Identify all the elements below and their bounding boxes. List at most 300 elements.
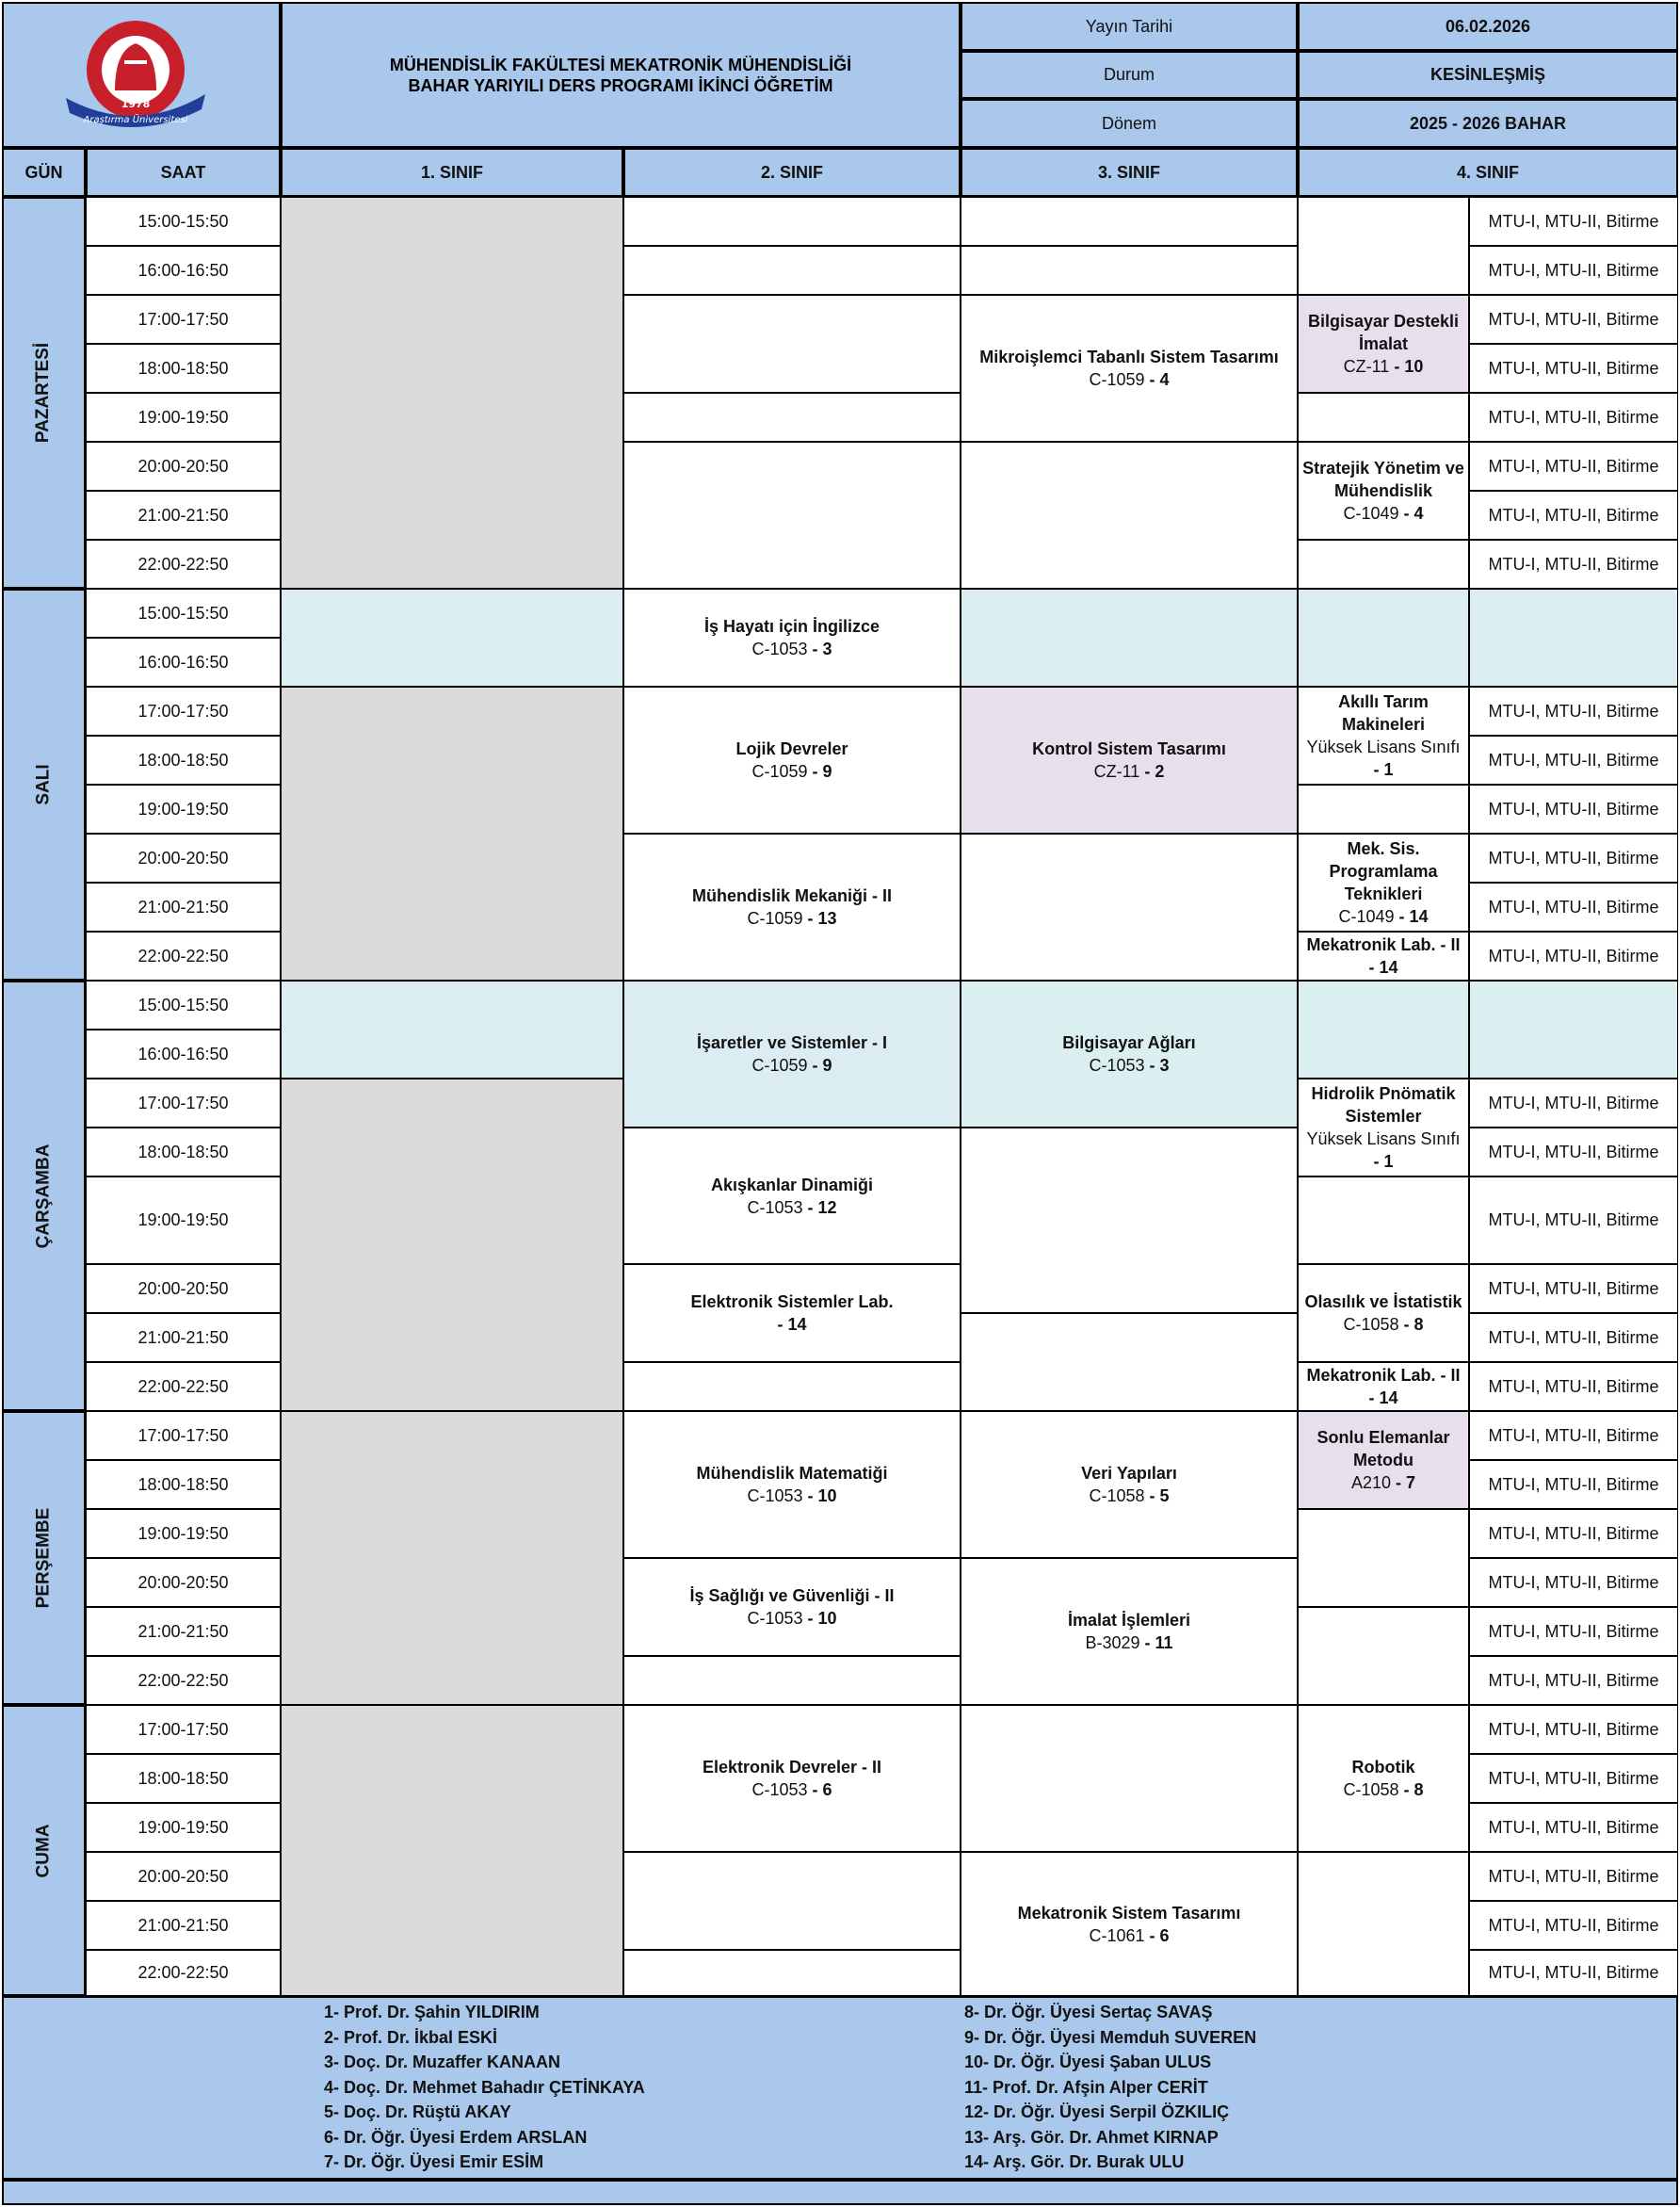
course-name: Akıllı Tarım Makineleri <box>1338 692 1429 734</box>
meta-value-text: 2025 - 2026 BAHAR <box>1409 113 1567 133</box>
meta-value-text: KESİNLEŞMİŞ <box>1430 65 1546 84</box>
separator: - <box>1398 1315 1414 1334</box>
column-header-label: 3. SINIF <box>1097 162 1160 182</box>
mtu-slot-text: MTU-I, MTU-II, Bitirme <box>1488 1963 1659 1982</box>
course-room-code <box>1343 1778 1423 1801</box>
course-instructor-code: 9 <box>822 762 832 781</box>
empty-slot <box>961 1128 1298 1313</box>
mtu-slot <box>1469 1079 1678 1128</box>
course-instructor-code: 10 <box>1404 357 1424 376</box>
separator: - <box>807 1056 823 1075</box>
course-name: Akışkanlar Dinamiği <box>710 1175 874 1194</box>
course-room-code <box>747 1485 836 1507</box>
course-room-code <box>1368 956 1397 979</box>
course-room: CZ-11 <box>1343 357 1390 376</box>
mtu-slot <box>1469 932 1678 981</box>
column-header-label: 4. SINIF <box>1456 162 1519 182</box>
column-header <box>2 148 86 197</box>
day-separator <box>2 1410 1678 1412</box>
legend-item: 10- Dr. Öğr. Üyesi Şaban ULUS <box>964 2053 1212 2071</box>
course-room: Yüksek Lisans Sınıfı <box>1306 738 1461 756</box>
course-name: Mek. Sis. Programlama Teknikleri <box>1329 839 1438 903</box>
mtu-slot <box>1469 883 1678 932</box>
course-room-code <box>1343 1313 1423 1336</box>
time-slot-text: 19:00-19:50 <box>137 1210 229 1229</box>
time-slot <box>86 540 281 589</box>
course-instructor-code: 1 <box>1383 760 1394 779</box>
empty-slot <box>281 197 623 589</box>
course-block <box>961 981 1298 1128</box>
day-label-text: SALI <box>33 764 54 805</box>
time-slot <box>86 1656 281 1705</box>
separator: - <box>1373 1152 1384 1171</box>
time-slot-text: 20:00-20:50 <box>137 456 229 476</box>
course-instructor-code: 3 <box>822 640 832 658</box>
time-slot-text: 21:00-21:50 <box>137 1327 229 1347</box>
time-slot-text: 15:00-15:50 <box>137 211 229 231</box>
course-name: Mekatronik Lab. - II <box>1306 1366 1461 1385</box>
empty-slot <box>281 981 623 1079</box>
course-room: C-1053 <box>747 1197 803 1217</box>
time-slot-text: 17:00-17:50 <box>137 1425 229 1445</box>
course-room-code <box>1089 1485 1169 1507</box>
mtu-slot-text: MTU-I, MTU-II, Bitirme <box>1488 750 1659 770</box>
course-room: C-1058 <box>1343 1780 1399 1799</box>
mtu-slot <box>1469 393 1678 442</box>
course-room: C-1058 <box>1343 1315 1399 1334</box>
empty-slot <box>281 687 623 981</box>
course-room-code <box>1351 1471 1415 1494</box>
mtu-slot-text: MTU-I, MTU-II, Bitirme <box>1488 1278 1659 1298</box>
time-slot <box>86 1558 281 1607</box>
empty-slot <box>281 1705 623 1996</box>
time-slot-text: 20:00-20:50 <box>137 848 229 868</box>
separator: - <box>1144 1925 1160 1945</box>
empty-slot <box>623 1656 961 1705</box>
title-line-2: BAHAR YARIYILI DERS PROGRAMI İKİNCİ ÖĞRETİM <box>408 75 833 95</box>
course-room: C-1059 <box>1089 370 1145 389</box>
day-label <box>2 981 86 1411</box>
course-room: C-1058 <box>1089 1486 1145 1505</box>
empty-slot <box>961 834 1298 981</box>
separator: - <box>807 640 823 658</box>
legend-item: 13- Arş. Gör. Dr. Ahmet KIRNAP <box>964 2127 1219 2147</box>
column-header-label: 1. SINIF <box>420 162 483 182</box>
time-slot <box>86 1754 281 1803</box>
time-slot <box>86 883 281 932</box>
separator: - <box>802 1609 818 1628</box>
mtu-slot <box>1469 1313 1678 1362</box>
empty-slot <box>961 1705 1298 1852</box>
empty-slot <box>1469 589 1678 687</box>
day-separator <box>2 980 1678 982</box>
course-instructor-code: 8 <box>1413 1315 1424 1334</box>
course-room-code <box>751 638 832 660</box>
course-room: C-1059 <box>751 1056 808 1075</box>
time-slot <box>86 1852 281 1901</box>
course-block <box>623 1128 961 1264</box>
mtu-slot-text: MTU-I, MTU-II, Bitirme <box>1488 1142 1659 1161</box>
mtu-slot-text: MTU-I, MTU-II, Bitirme <box>1488 1670 1659 1690</box>
course-instructor-code: 9 <box>822 1056 832 1075</box>
mtu-slot-text: MTU-I, MTU-II, Bitirme <box>1488 1866 1659 1886</box>
empty-slot <box>961 589 1298 687</box>
empty-slot <box>961 197 1298 246</box>
mtu-slot <box>1469 295 1678 344</box>
course-block <box>1298 932 1469 981</box>
course-room: B-3029 <box>1085 1633 1140 1652</box>
empty-slot <box>961 246 1298 295</box>
separator: - <box>1394 907 1410 926</box>
course-room-code <box>1089 368 1169 391</box>
separator: - <box>1144 1056 1160 1075</box>
course-room: C-1053 <box>1089 1056 1145 1075</box>
mtu-slot-text: MTU-I, MTU-II, Bitirme <box>1488 701 1659 721</box>
course-name: Lojik Devreler <box>735 739 848 758</box>
empty-slot <box>623 246 961 295</box>
empty-slot <box>1298 589 1469 687</box>
time-slot <box>86 1030 281 1079</box>
mtu-slot-text: MTU-I, MTU-II, Bitirme <box>1488 1523 1659 1543</box>
course-block <box>1298 834 1469 932</box>
course-instructor-code: 14 <box>1409 907 1429 926</box>
course-room: C-1059 <box>751 762 808 781</box>
time-slot-text: 21:00-21:50 <box>137 1915 229 1935</box>
time-slot-text: 22:00-22:50 <box>137 1670 229 1690</box>
course-name: Hidrolik Pnömatik Sistemler <box>1311 1084 1456 1126</box>
empty-slot <box>281 589 623 687</box>
course-room-code <box>1089 1054 1169 1077</box>
time-slot-text: 18:00-18:50 <box>137 1474 229 1494</box>
footer-strip <box>2 2180 1678 2205</box>
course-room: C-1053 <box>747 1486 803 1505</box>
time-slot <box>86 736 281 785</box>
mtu-slot-text: MTU-I, MTU-II, Bitirme <box>1488 1474 1659 1494</box>
course-instructor-code: 2 <box>1155 762 1165 781</box>
legend-item: 2- Prof. Dr. İkbal ESKİ <box>324 2027 498 2047</box>
empty-slot <box>1298 1852 1469 1996</box>
course-block <box>623 687 961 834</box>
mtu-slot <box>1469 1177 1678 1264</box>
mtu-slot-text: MTU-I, MTU-II, Bitirme <box>1488 1719 1659 1739</box>
course-room-code <box>1343 502 1423 525</box>
course-room-code <box>747 1196 836 1219</box>
course-block <box>1298 1362 1469 1411</box>
meta-value <box>1298 99 1678 148</box>
course-block <box>1298 442 1469 540</box>
course-name: Mekatronik Lab. - II <box>1306 935 1461 954</box>
course-room-code <box>1302 1128 1464 1173</box>
empty-slot <box>1298 981 1469 1079</box>
mtu-slot <box>1469 1754 1678 1803</box>
mtu-slot-text: MTU-I, MTU-II, Bitirme <box>1488 1768 1659 1788</box>
mtu-slot <box>1469 1852 1678 1901</box>
course-instructor-code: 14 <box>1379 1388 1398 1407</box>
course-instructor-code: 6 <box>822 1780 832 1799</box>
mtu-slot-text: MTU-I, MTU-II, Bitirme <box>1488 1915 1659 1935</box>
course-block <box>623 1705 961 1852</box>
course-room-code <box>751 760 832 783</box>
mtu-slot <box>1469 1264 1678 1313</box>
mtu-slot <box>1469 736 1678 785</box>
svg-text:1978: 1978 <box>121 98 151 110</box>
mtu-slot <box>1469 540 1678 589</box>
time-slot <box>86 981 281 1030</box>
empty-slot <box>1298 540 1469 589</box>
time-slot <box>86 834 281 883</box>
time-slot <box>86 1607 281 1656</box>
empty-slot <box>623 295 961 393</box>
column-header <box>623 148 961 197</box>
mtu-slot-text: MTU-I, MTU-II, Bitirme <box>1488 1327 1659 1347</box>
time-slot-text: 17:00-17:50 <box>137 701 229 721</box>
course-block <box>961 295 1298 442</box>
course-room-code <box>1085 1631 1172 1654</box>
time-slot <box>86 1950 281 1996</box>
course-block <box>961 687 1298 834</box>
mtu-slot <box>1469 1901 1678 1950</box>
empty-slot <box>1298 197 1469 295</box>
course-room-code <box>1302 736 1464 781</box>
time-slot-text: 18:00-18:50 <box>137 358 229 378</box>
time-slot <box>86 344 281 393</box>
mtu-slot <box>1469 1803 1678 1852</box>
time-slot-text: 18:00-18:50 <box>137 1768 229 1788</box>
day-label <box>2 197 86 589</box>
day-label <box>2 1705 86 1996</box>
empty-slot <box>1298 1177 1469 1264</box>
legend-item: 8- Dr. Öğr. Üyesi Sertaç SAVAŞ <box>964 2003 1213 2021</box>
time-slot <box>86 491 281 540</box>
meta-label <box>961 99 1298 148</box>
mtu-slot-text: MTU-I, MTU-II, Bitirme <box>1488 554 1659 574</box>
time-slot-text: 18:00-18:50 <box>137 750 229 770</box>
separator: - <box>802 1197 818 1217</box>
column-header-label: SAAT <box>160 162 206 182</box>
legend-item: 9- Dr. Öğr. Üyesi Memduh SUVEREN <box>964 2027 1257 2047</box>
course-room-code <box>1344 355 1424 378</box>
separator: - <box>777 1315 788 1334</box>
time-slot <box>86 1803 281 1852</box>
mtu-slot <box>1469 246 1678 295</box>
course-name: Kontrol Sistem Tasarımı <box>1032 739 1226 758</box>
course-name: Mühendislik Mekaniği - II <box>691 886 893 905</box>
mtu-slot-text: MTU-I, MTU-II, Bitirme <box>1488 1093 1659 1112</box>
time-slot <box>86 638 281 687</box>
mtu-slot <box>1469 1460 1678 1509</box>
course-block <box>623 1558 961 1656</box>
empty-slot <box>961 1313 1298 1411</box>
legend-item: 14- Arş. Gör. Dr. Burak ULU <box>964 2152 1185 2171</box>
column-header <box>86 148 281 197</box>
course-room-code <box>1338 905 1428 928</box>
time-slot <box>86 1079 281 1128</box>
course-block <box>961 1558 1298 1705</box>
course-name: Robotik <box>1351 1758 1415 1777</box>
mtu-slot <box>1469 442 1678 491</box>
title-line-1: MÜHENDİSLİK FAKÜLTESİ MEKATRONİK MÜHENDİSLİĞİ <box>389 55 852 74</box>
time-slot <box>86 295 281 344</box>
time-slot-text: 15:00-15:50 <box>137 995 229 1014</box>
mtu-slot-text: MTU-I, MTU-II, Bitirme <box>1488 946 1659 966</box>
time-slot-text: 19:00-19:50 <box>137 799 229 819</box>
time-slot-text: 20:00-20:50 <box>137 1278 229 1298</box>
mtu-slot-text: MTU-I, MTU-II, Bitirme <box>1488 1210 1659 1229</box>
mtu-slot-text: MTU-I, MTU-II, Bitirme <box>1488 1621 1659 1641</box>
course-name: İşaretler ve Sistemler - I <box>696 1033 888 1052</box>
course-name: Mekatronik Sistem Tasarımı <box>1017 1903 1241 1923</box>
course-name: İş Hayatı için İngilizce <box>703 617 880 636</box>
course-instructor-code: 4 <box>1413 504 1424 523</box>
time-slot <box>86 1705 281 1754</box>
legend-item: 5- Doç. Dr. Rüştü AKAY <box>324 2102 511 2121</box>
course-room: Yüksek Lisans Sınıfı <box>1306 1129 1461 1148</box>
course-name: Elektronik Devreler - II <box>702 1758 882 1777</box>
mtu-slot <box>1469 344 1678 393</box>
separator: - <box>802 1486 818 1505</box>
mtu-slot <box>1469 1558 1678 1607</box>
time-slot-text: 22:00-22:50 <box>137 946 229 966</box>
separator: - <box>802 909 818 928</box>
day-label-text: PAZARTESİ <box>33 342 54 444</box>
mtu-slot <box>1469 785 1678 834</box>
course-name: Mikroişlemci Tabanlı Sistem Tasarımı <box>979 348 1279 366</box>
course-block <box>1298 687 1469 785</box>
time-slot-text: 16:00-16:50 <box>137 652 229 672</box>
empty-slot <box>961 442 1298 589</box>
day-label <box>2 589 86 981</box>
time-slot-text: 19:00-19:50 <box>137 1523 229 1543</box>
time-slot-text: 21:00-21:50 <box>137 505 229 525</box>
empty-slot <box>1298 393 1469 442</box>
column-header-label: GÜN <box>24 162 63 182</box>
meta-value-text: 06.02.2026 <box>1445 16 1531 36</box>
course-block <box>1298 1079 1469 1177</box>
separator: - <box>1139 762 1155 781</box>
empty-slot <box>1298 785 1469 834</box>
legend-item: 6- Dr. Öğr. Üyesi Erdem ARSLAN <box>324 2127 588 2147</box>
course-name: Elektronik Sistemler Lab. <box>690 1292 894 1311</box>
separator: - <box>1389 357 1405 376</box>
course-instructor-code: 12 <box>817 1197 837 1217</box>
mtu-slot-text: MTU-I, MTU-II, Bitirme <box>1488 1572 1659 1592</box>
mtu-slot <box>1469 1607 1678 1656</box>
separator: - <box>807 762 823 781</box>
mtu-slot-text: MTU-I, MTU-II, Bitirme <box>1488 1425 1659 1445</box>
course-room: C-1053 <box>751 640 808 658</box>
course-instructor-code: 6 <box>1159 1925 1170 1945</box>
empty-slot <box>623 1950 961 1996</box>
time-slot-text: 20:00-20:50 <box>137 1866 229 1886</box>
course-instructor-code: 4 <box>1159 370 1170 389</box>
course-instructor-code: 10 <box>817 1486 837 1505</box>
time-slot <box>86 932 281 981</box>
course-block <box>1298 1264 1469 1362</box>
course-room-code <box>747 1607 836 1630</box>
separator: - <box>1144 1486 1160 1505</box>
mtu-slot <box>1469 1128 1678 1177</box>
time-slot <box>86 1460 281 1509</box>
time-slot <box>86 1128 281 1177</box>
column-header <box>281 148 623 197</box>
time-slot <box>86 1901 281 1950</box>
course-name: Bilgisayar Ağları <box>1062 1033 1196 1052</box>
time-slot-text: 16:00-16:50 <box>137 1044 229 1063</box>
column-header <box>961 148 1298 197</box>
mtu-slot-text: MTU-I, MTU-II, Bitirme <box>1488 309 1659 329</box>
empty-slot <box>281 1079 623 1411</box>
svg-text:Araştırma Üniversitesi: Araştırma Üniversitesi <box>83 115 188 125</box>
legend-item: 12- Dr. Öğr. Üyesi Serpil ÖZKILIÇ <box>964 2102 1230 2121</box>
mtu-slot <box>1469 834 1678 883</box>
separator: - <box>1373 760 1384 779</box>
course-block <box>623 981 961 1128</box>
time-slot <box>86 687 281 736</box>
time-slot-text: 21:00-21:50 <box>137 1621 229 1641</box>
course-room-code <box>777 1313 806 1336</box>
empty-slot <box>1298 1607 1469 1705</box>
time-slot <box>86 589 281 638</box>
empty-slot <box>623 1852 961 1950</box>
course-room-code <box>1094 760 1165 783</box>
course-instructor-code: 5 <box>1159 1486 1170 1505</box>
day-label-text: PERŞEMBE <box>33 1507 54 1609</box>
course-instructor-code: 1 <box>1383 1152 1394 1171</box>
separator: - <box>1144 370 1160 389</box>
time-slot-text: 22:00-22:50 <box>137 554 229 574</box>
mtu-slot-text: MTU-I, MTU-II, Bitirme <box>1488 1817 1659 1837</box>
course-block <box>1298 1705 1469 1852</box>
course-name: Sonlu Elemanlar Metodu <box>1317 1428 1450 1469</box>
time-slot-text: 19:00-19:50 <box>137 1817 229 1837</box>
time-slot <box>86 1313 281 1362</box>
course-room-code <box>1089 1924 1169 1947</box>
time-slot <box>86 1509 281 1558</box>
day-separator <box>2 196 1678 198</box>
course-block <box>623 1411 961 1558</box>
mtu-slot-text: MTU-I, MTU-II, Bitirme <box>1488 897 1659 917</box>
course-room: C-1059 <box>747 909 803 928</box>
empty-slot <box>623 1362 961 1411</box>
course-instructor-code: 11 <box>1155 1633 1173 1652</box>
empty-slot <box>1298 1509 1469 1607</box>
time-slot-text: 18:00-18:50 <box>137 1142 229 1161</box>
meta-label-text: Dönem <box>1101 113 1157 133</box>
course-name: İş Sağlığı ve Güvenliği - II <box>689 1586 895 1605</box>
time-slot-text: 20:00-20:50 <box>137 1572 229 1592</box>
time-slot <box>86 1362 281 1411</box>
empty-slot <box>281 1411 623 1705</box>
empty-slot <box>623 393 961 442</box>
course-room: C-1049 <box>1343 504 1399 523</box>
mtu-slot-text: MTU-I, MTU-II, Bitirme <box>1488 505 1659 525</box>
course-block <box>1298 1411 1469 1509</box>
empty-slot <box>623 442 961 589</box>
time-slot <box>86 442 281 491</box>
empty-slot <box>623 197 961 246</box>
legend-item: 3- Doç. Dr. Muzaffer KANAAN <box>324 2053 561 2071</box>
time-slot-text: 16:00-16:50 <box>137 260 229 280</box>
time-slot-text: 21:00-21:50 <box>137 897 229 917</box>
legend-item: 4- Doç. Dr. Mehmet Bahadır ÇETİNKAYA <box>324 2077 645 2097</box>
time-slot <box>86 1264 281 1313</box>
time-slot <box>86 1177 281 1264</box>
legend-item: 11- Prof. Dr. Afşin Alper CERİT <box>964 2077 1208 2097</box>
time-slot-text: 22:00-22:50 <box>137 1963 229 1982</box>
time-slot-text: 22:00-22:50 <box>137 1376 229 1396</box>
course-name: Mühendislik Matematiği <box>696 1464 888 1483</box>
mtu-slot <box>1469 1362 1678 1411</box>
